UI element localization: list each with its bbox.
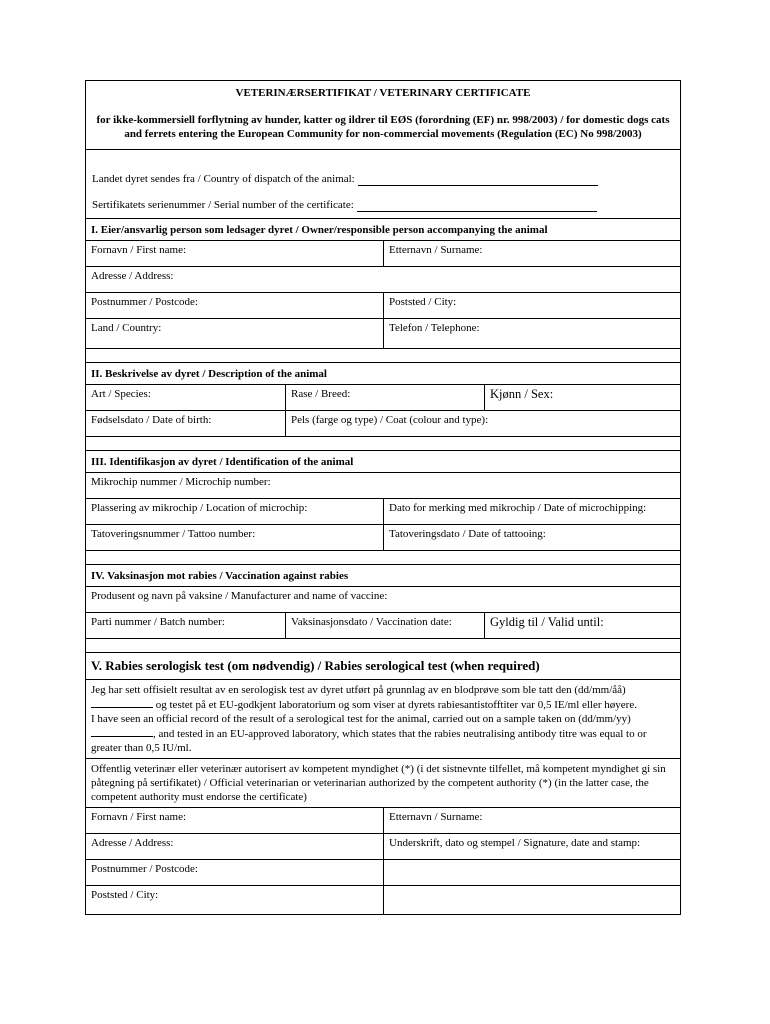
owner-telephone-field[interactable]: Telefon / Telephone: xyxy=(383,319,680,348)
serology-statement-no-1: Jeg har sett offisielt resultat av en serologisk test av dyret utført på grunnlag av en blodprøve som ble tatt den (dd/mm/åå) xyxy=(91,684,626,696)
certificate-title: VETERINÆRSERTIFIKAT / VETERINARY CERTIFICATE xyxy=(235,87,531,99)
vaccination-date-field[interactable]: Vaksinasjonsdato / Vaccination date: xyxy=(285,613,484,638)
animal-species-field[interactable]: Art / Species: xyxy=(91,388,151,400)
serology-section-heading: V. Rabies serologisk test (om nødvendig) / Rabies serological test (when required) xyxy=(86,653,680,680)
title-block xyxy=(86,81,680,150)
vet-signature-field[interactable]: Underskrift, dato og stempel / Signature, date and stamp: xyxy=(383,834,680,859)
owner-section-heading: I. Eier/ansvarlig person som ledsager dyret / Owner/responsible person accompanying the animal xyxy=(86,219,680,241)
microchip-location-row xyxy=(86,499,680,525)
serial-number-field[interactable] xyxy=(92,186,674,212)
tattoo-number-field[interactable]: Tatoveringsnummer / Tattoo number: xyxy=(91,528,256,540)
serology-statement-en-1: I have seen an official record of the result of a serological test for the animal, carried out on a sample taken on (dd/mm/yy) xyxy=(91,713,631,725)
vaccine-manufacturer-field[interactable]: Produsent og navn på vaksine / Manufacturer and name of vaccine: xyxy=(91,590,388,602)
section-spacer xyxy=(86,551,680,565)
animal-sex-field[interactable]: Kjønn / Sex: xyxy=(484,385,680,410)
certificate-subtitle: for ikke-kommersiell forflytning av hunder, katter og ildrer til EØS (forordning (EF) nr. 998/2003) / for domestic dogs cats and ferrets entering the European Community for non-commercial movements (Regulation (EC) No 998/2003) xyxy=(96,114,670,140)
owner-surname-field[interactable]: Etternavn / Surname: xyxy=(383,241,680,266)
official-vet-statement: Offentlig veterinær eller veterinær autorisert av kompetent myndighet (*) (i det sistnevnte tilfellet, må kompetent myndighet gi sin påtegning på sertifikatet) / Official veterinarian or veterinarian authorized by the competent authority (*) (in the latter case, the competent authority must endorse the certificate) xyxy=(91,763,666,803)
animal-coat-field[interactable]: Pels (farge og type) / Coat (colour and type): xyxy=(285,411,680,436)
owner-address-row xyxy=(86,267,680,293)
vet-address-field[interactable]: Adresse / Address: xyxy=(91,837,174,849)
official-vet-row xyxy=(86,759,680,808)
owner-city-field[interactable]: Poststed / City: xyxy=(383,293,680,318)
vaccine-batch-field[interactable]: Parti nummer / Batch number: xyxy=(91,616,225,628)
section-spacer xyxy=(86,349,680,363)
vet-signature-area[interactable] xyxy=(383,860,680,885)
microchip-location-field[interactable]: Plassering av mikrochip / Location of microchip: xyxy=(91,502,308,514)
serology-statement-row xyxy=(86,680,680,759)
certificate-form xyxy=(85,80,681,915)
animal-breed-field[interactable]: Rase / Breed: xyxy=(285,385,484,410)
country-of-dispatch-input-line[interactable] xyxy=(358,174,598,186)
vet-city-field[interactable]: Poststed / City: xyxy=(91,889,159,901)
animal-section-heading: II. Beskrivelse av dyret / Description of the animal xyxy=(86,363,680,385)
vet-postcode-row xyxy=(86,860,680,886)
serial-number-label: Sertifikatets serienummer / Serial number of the certificate: xyxy=(92,199,354,211)
serology-statement-no-2: og testet på et EU-godkjent laboratorium og som viser at dyrets rabiesantistofftiter var 0,5 IE/ml eller høyere. xyxy=(155,699,637,711)
vet-city-row xyxy=(86,886,680,914)
sample-date-blank-en[interactable] xyxy=(91,726,153,737)
owner-first-name-field[interactable]: Fornavn / First name: xyxy=(91,244,187,256)
owner-country-field[interactable]: Land / Country: xyxy=(91,322,162,334)
vaccine-valid-until-field[interactable]: Gyldig til / Valid until: xyxy=(484,613,680,638)
owner-country-row xyxy=(86,319,680,349)
vet-signature-area-lower[interactable] xyxy=(383,886,680,914)
owner-address-field[interactable]: Adresse / Address: xyxy=(91,270,174,282)
vet-postcode-field[interactable]: Postnummer / Postcode: xyxy=(91,863,198,875)
vaccine-batch-row xyxy=(86,613,680,639)
vaccination-section-heading: IV. Vaksinasjon mot rabies / Vaccination against rabies xyxy=(86,565,680,587)
vet-name-row xyxy=(86,808,680,834)
owner-name-row xyxy=(86,241,680,267)
vaccine-manufacturer-row xyxy=(86,587,680,613)
owner-postcode-row xyxy=(86,293,680,319)
identification-section-heading: III. Identifikasjon av dyret / Identification of the animal xyxy=(86,451,680,473)
serial-number-input-line[interactable] xyxy=(357,200,597,212)
microchip-number-field[interactable]: Mikrochip nummer / Microchip number: xyxy=(91,476,271,488)
dispatch-block xyxy=(86,150,680,219)
vet-address-row xyxy=(86,834,680,860)
tattoo-date-field[interactable]: Tatoveringsdato / Date of tattooing: xyxy=(383,525,680,550)
section-spacer xyxy=(86,437,680,451)
country-of-dispatch-field[interactable] xyxy=(92,160,674,186)
microchip-date-field[interactable]: Dato for merking med mikrochip / Date of microchipping: xyxy=(383,499,680,524)
animal-dob-field[interactable]: Fødselsdato / Date of birth: xyxy=(91,414,212,426)
country-of-dispatch-label: Landet dyret sendes fra / Country of dispatch of the animal: xyxy=(92,173,355,185)
serology-statement xyxy=(86,680,680,758)
section-spacer xyxy=(86,639,680,653)
microchip-number-row xyxy=(86,473,680,499)
animal-dob-row xyxy=(86,411,680,437)
sample-date-blank-no[interactable] xyxy=(91,697,153,708)
vet-first-name-field[interactable]: Fornavn / First name: xyxy=(91,811,187,823)
animal-species-row xyxy=(86,385,680,411)
tattoo-row xyxy=(86,525,680,551)
owner-postcode-field[interactable]: Postnummer / Postcode: xyxy=(91,296,198,308)
vet-surname-field[interactable]: Etternavn / Surname: xyxy=(383,808,680,833)
serology-statement-en-2: , and tested in an EU-approved laboratory, which states that the rabies neutralising antibody titre was equal to or greater than 0,5 IU/ml. xyxy=(91,728,647,754)
